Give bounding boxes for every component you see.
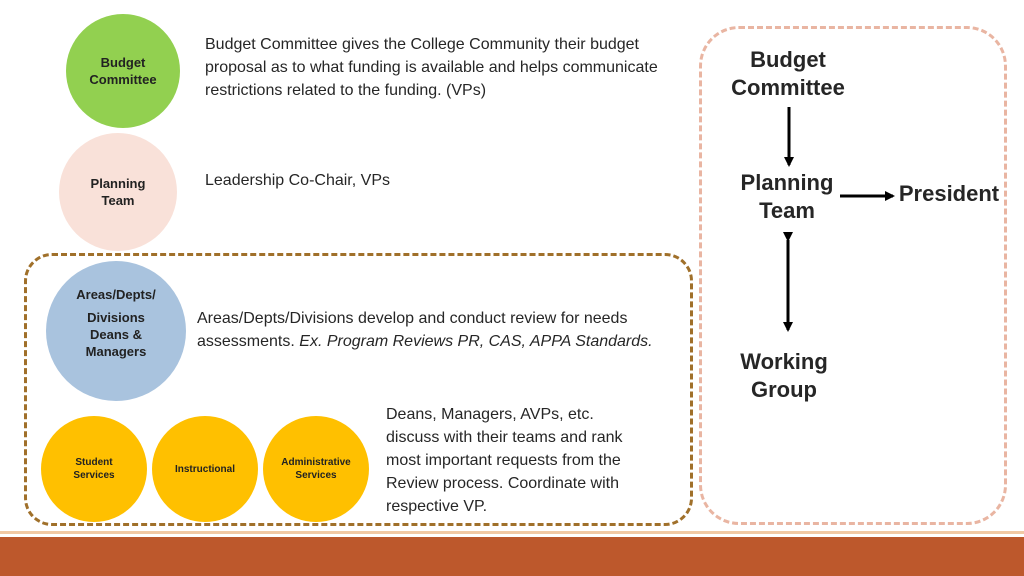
units-description: Deans, Managers, AVPs, etc. discuss with their teams and rank most important requests from the Review process. Coordinate with respective VP. <box>386 406 623 515</box>
flow-planning-team-line1: Planning <box>740 170 834 195</box>
budget-committee-circle-line1: Budget <box>100 55 146 70</box>
budget-committee-description: Budget Committee gives the College Community their budget proposal as to what funding is available and helps communicate restrictions related to the funding. (VPs) <box>205 36 658 99</box>
areas-description-text: Areas/Depts/Divisions develop and conduct review for needs assessments. <box>197 310 628 350</box>
flow-working-group-line1: Working <box>740 349 828 374</box>
areas-circle-line4: Managers <box>85 344 147 359</box>
unit-label-line1: Student <box>75 457 113 468</box>
unit-label-line2: Services <box>295 470 337 481</box>
unit-label-line1: Administrative <box>281 457 351 468</box>
planning-team-circle-line1: Planning <box>90 176 146 191</box>
flow-budget-committee-line2: Committee <box>731 75 845 100</box>
flow-budget-committee-line1: Budget <box>750 47 826 72</box>
footer-band <box>0 537 1024 576</box>
flow-working-group-line2: Group <box>751 377 817 402</box>
unit-label-line1: Instructional <box>174 463 235 475</box>
areas-circle-line2: Divisions <box>87 310 145 325</box>
areas-description-examples: Ex. Program Reviews PR, CAS, APPA Standards. <box>299 333 653 350</box>
areas-circle-line1: Areas/Depts/ <box>76 287 156 302</box>
flow-president: President <box>898 181 1000 206</box>
footer-rule <box>0 531 1024 534</box>
planning-team-circle-line2: Team <box>101 193 135 208</box>
planning-team-description: Leadership Co-Chair, VPs <box>205 172 390 189</box>
unit-label-line2: Services <box>73 470 115 481</box>
budget-committee-circle-line2: Committee <box>89 72 157 87</box>
areas-circle-line3: Deans & <box>89 327 143 342</box>
flow-planning-team-line2: Team <box>759 198 815 223</box>
